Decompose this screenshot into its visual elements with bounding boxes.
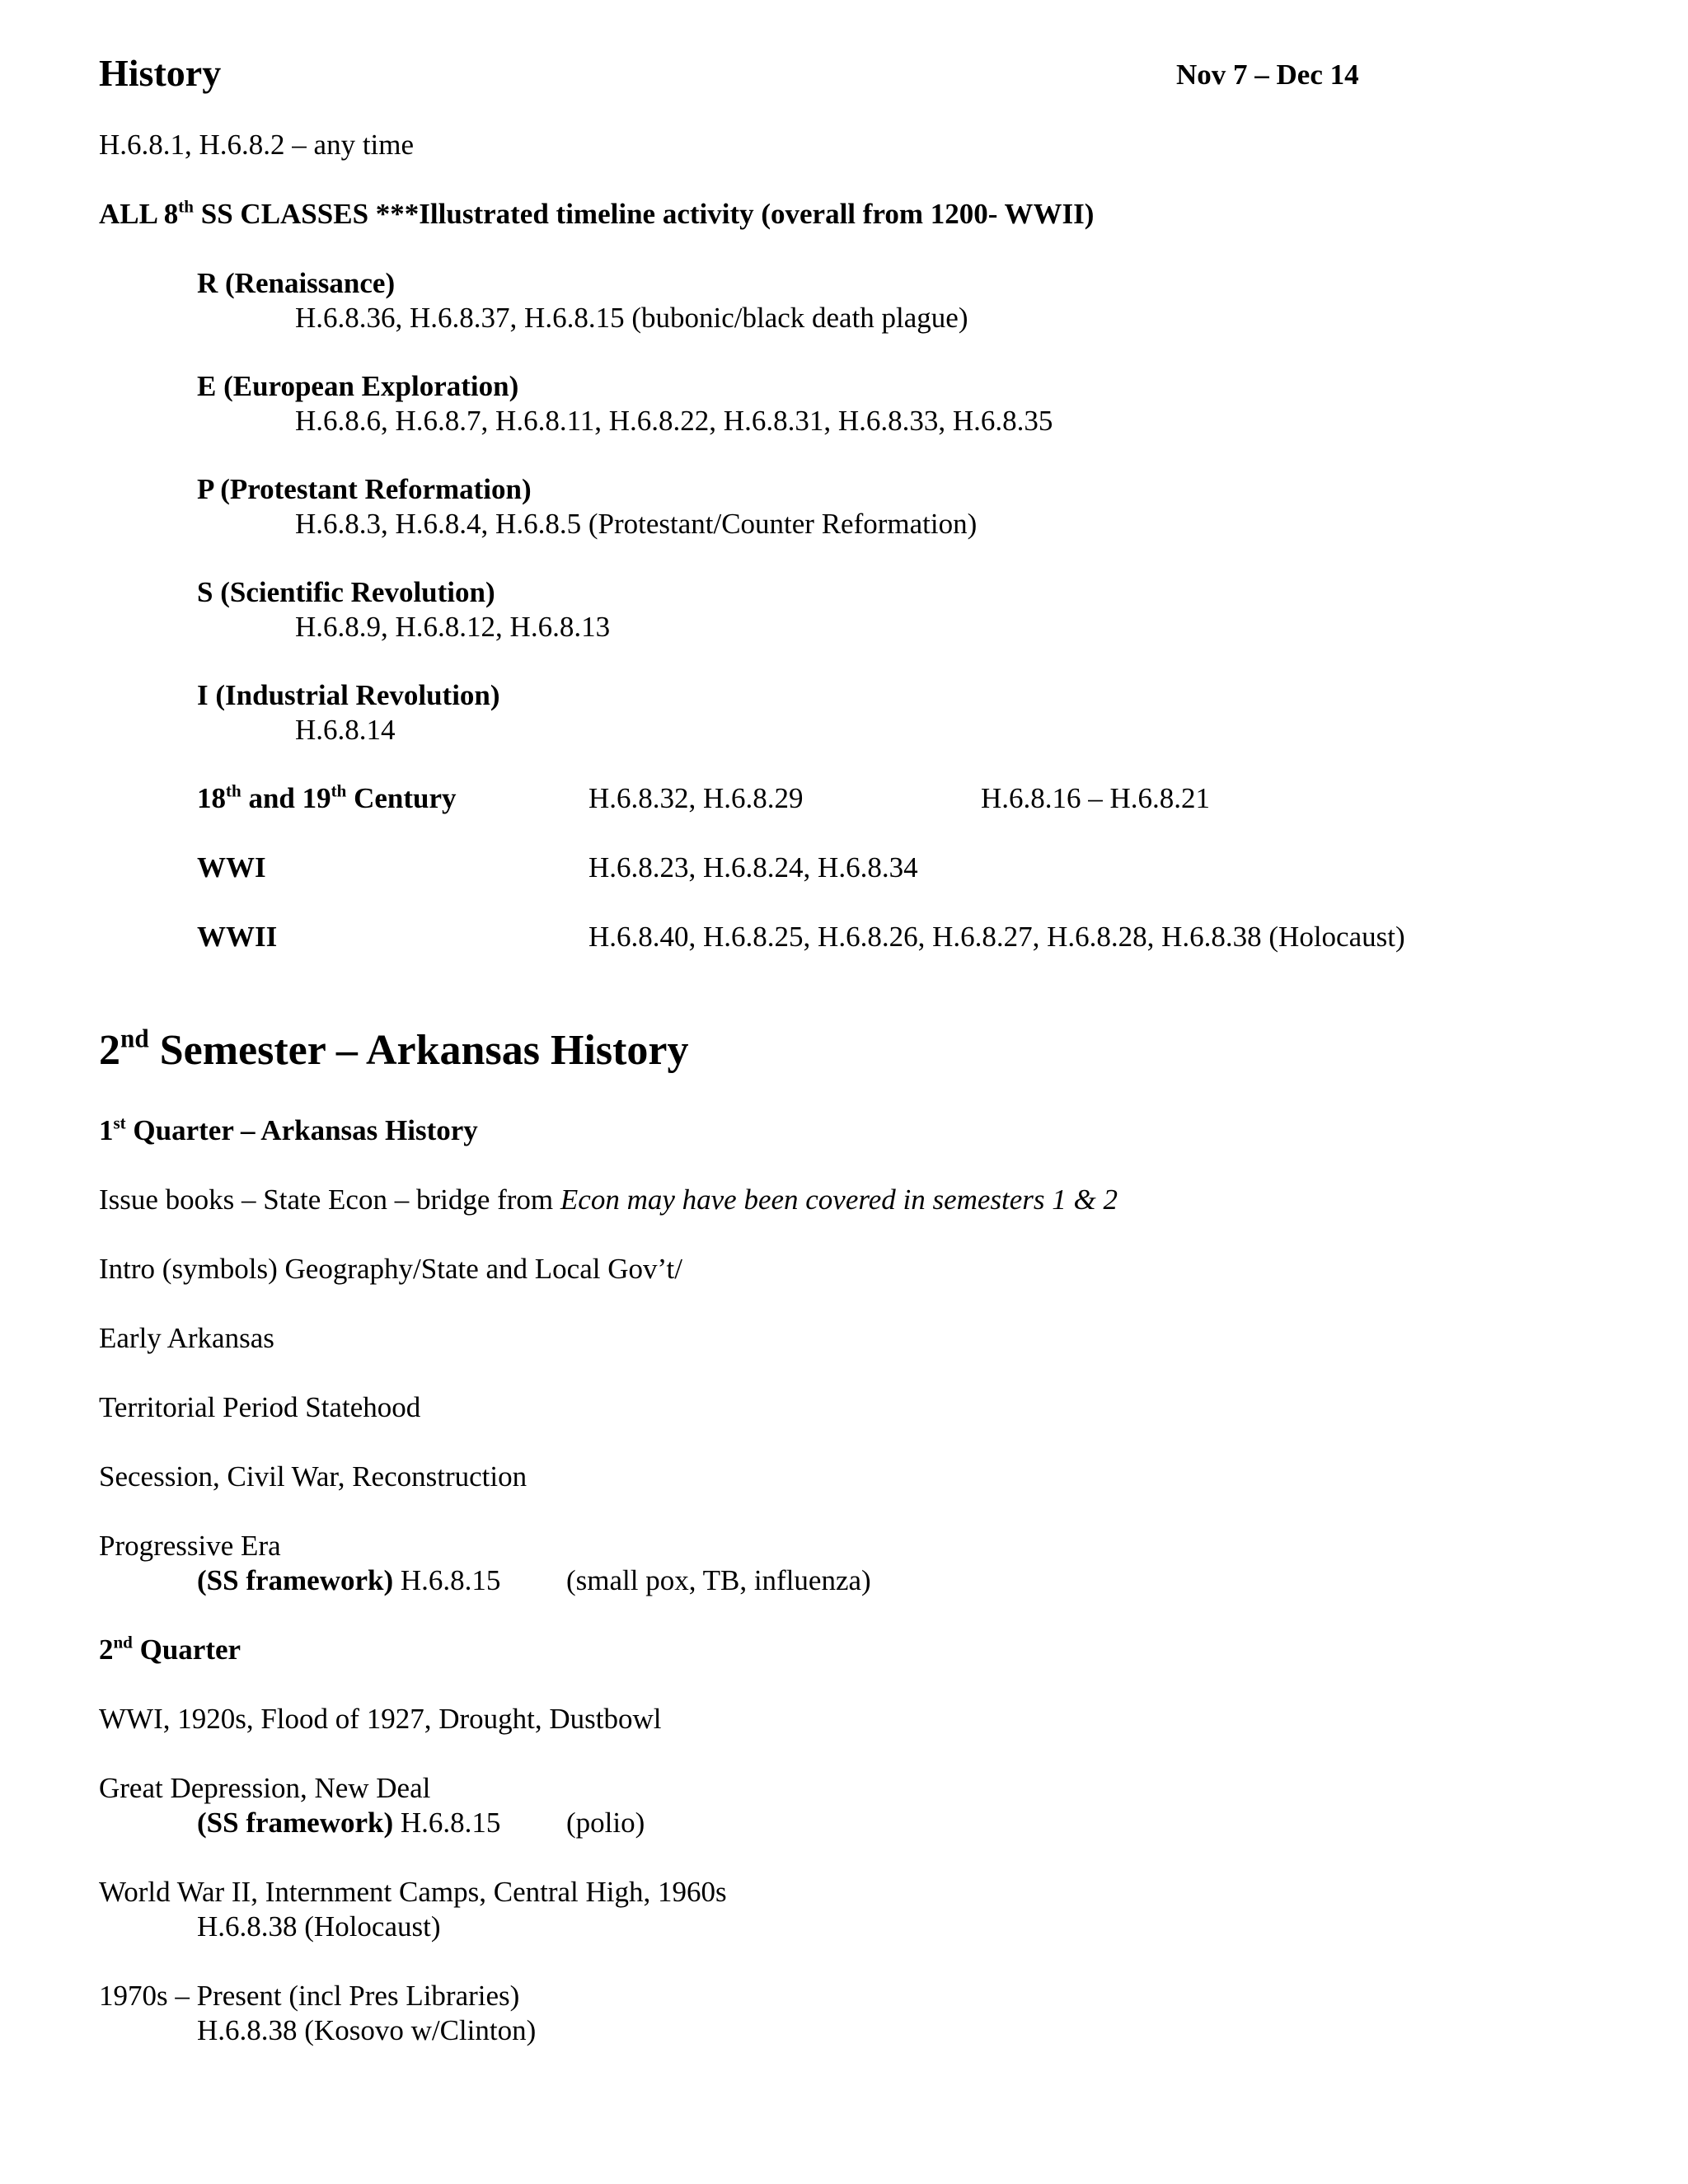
depression-note: (polio) [566, 1807, 645, 1839]
semester-heading: 2nd Semester – Arkansas History [99, 1024, 689, 1074]
issue-books-line: Issue books – State Econ – bridge from Econ may have been covered in semesters 1 & 2 [99, 1183, 1118, 1216]
progressive-note: (small pox, TB, influenza) [566, 1564, 871, 1596]
ww2-title: World War II, Internment Camps, Central High, 1960s [99, 1876, 727, 1908]
wwii-standards: H.6.8.40, H.6.8.25, H.6.8.26, H.6.8.27, H.6.8.28, H.6.8.38 (Holocaust) [588, 921, 1405, 953]
ww2-standard: H.6.8.38 (Holocaust) [197, 1910, 441, 1943]
q1-item-intro: Intro (symbols) Geography/State and Local Gov’t/ [99, 1253, 682, 1285]
quarter2-heading: 2nd Quarter [99, 1632, 241, 1666]
date-range: Nov 7 – Dec 14 [1176, 59, 1359, 91]
century-label: 18th and 19th Century [197, 780, 457, 814]
timeline-heading-renaissance: R (Renaissance) [197, 267, 396, 299]
wwi-standards: H.6.8.23, H.6.8.24, H.6.8.34 [588, 851, 918, 883]
q2-item-wwi: WWI, 1920s, Flood of 1927, Drought, Dustbowl [99, 1703, 662, 1735]
timeline-standards-renaissance: H.6.8.36, H.6.8.37, H.6.8.15 (bubonic/black death plague) [295, 302, 968, 334]
timeline-heading-exploration: E (European Exploration) [197, 370, 519, 402]
timeline-standards-industrial: H.6.8.14 [295, 714, 396, 746]
page-title: History [99, 52, 222, 94]
timeline-standards-scientific: H.6.8.9, H.6.8.12, H.6.8.13 [295, 611, 611, 643]
century-standards-b: H.6.8.16 – H.6.8.21 [981, 782, 1211, 814]
timeline-heading-reformation: P (Protestant Reformation) [197, 473, 532, 505]
quarter1-heading: 1st Quarter – Arkansas History [99, 1113, 478, 1146]
q1-item-secession: Secession, Civil War, Reconstruction [99, 1460, 528, 1493]
q1-item-early-arkansas: Early Arkansas [99, 1322, 274, 1354]
progressive-framework: (SS framework) H.6.8.15 [197, 1564, 501, 1596]
timeline-heading-scientific: S (Scientific Revolution) [197, 576, 495, 608]
timeline-standards-exploration: H.6.8.6, H.6.8.7, H.6.8.11, H.6.8.22, H.6.8.31, H.6.8.33, H.6.8.35 [295, 405, 1053, 437]
depression-title: Great Depression, New Deal [99, 1772, 431, 1804]
present-title: 1970s – Present (incl Pres Libraries) [99, 1980, 520, 2012]
depression-framework: (SS framework) H.6.8.15 [197, 1807, 501, 1839]
wwi-label: WWI [197, 851, 266, 883]
present-standard: H.6.8.38 (Kosovo w/Clinton) [197, 2014, 537, 2046]
timeline-standards-reformation: H.6.8.3, H.6.8.4, H.6.8.5 (Protestant/Counter Reformation) [295, 508, 978, 540]
q1-item-territorial: Territorial Period Statehood [99, 1391, 421, 1423]
century-standards-a: H.6.8.32, H.6.8.29 [588, 782, 804, 814]
wwii-label: WWII [197, 921, 278, 953]
timeline-heading-industrial: I (Industrial Revolution) [197, 679, 500, 711]
progressive-era-title: Progressive Era [99, 1530, 281, 1562]
all-classes-line: ALL 8th SS CLASSES ***Illustrated timeline activity (overall from 1200- WWII) [99, 196, 1095, 230]
intro-standards: H.6.8.1, H.6.8.2 – any time [99, 129, 415, 161]
